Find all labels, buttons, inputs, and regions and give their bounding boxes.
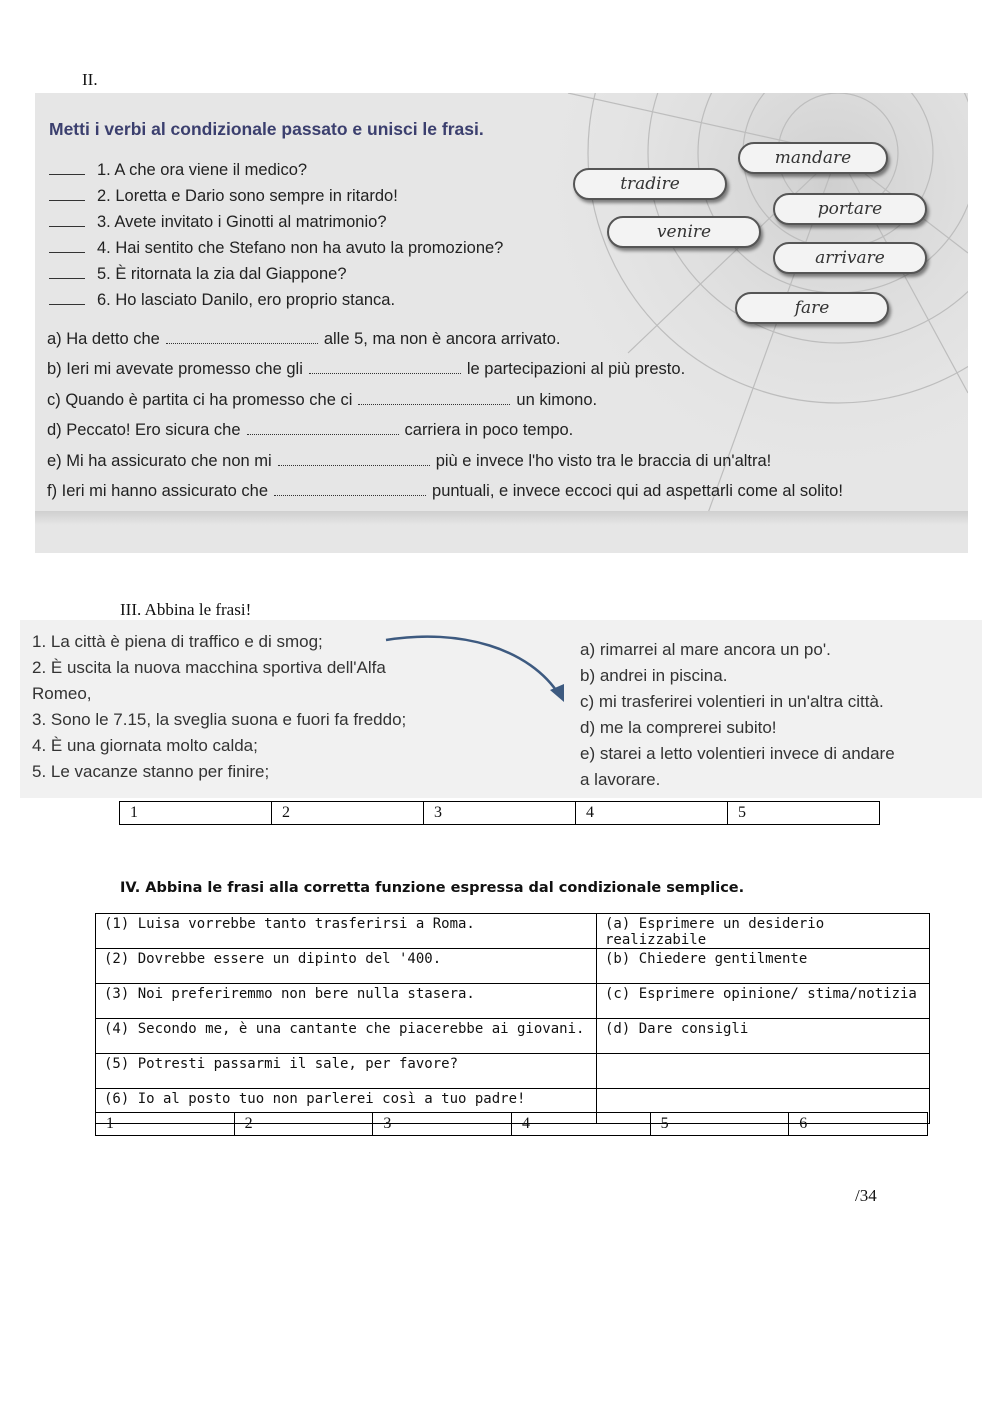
answer-blank[interactable] xyxy=(358,392,510,405)
exercise-4-answer-grid xyxy=(95,1112,928,1136)
sentence-d xyxy=(47,421,573,440)
example-arrow-icon xyxy=(380,630,580,710)
verb-pill-venire: venire xyxy=(607,216,761,248)
section-2-number: II. xyxy=(82,70,98,89)
sentence-cell: (1) Luisa vorrebbe tanto trasferirsi a Roma. xyxy=(96,914,597,949)
section-4-title: IV. Abbina le frasi alla corretta funzione espressa dal condizionale semplice. xyxy=(120,880,745,896)
function-cell: (d) Dare consigli xyxy=(597,1019,930,1054)
table-row xyxy=(96,914,930,949)
sentence-cell: (5) Potresti passarmi il sale, per favore? xyxy=(96,1054,597,1089)
question-5 xyxy=(49,265,347,284)
sentence-start: f) Ieri mi hanno assicurato che xyxy=(47,482,269,500)
answer-blank[interactable] xyxy=(278,453,430,466)
answer-cell[interactable]: 2 xyxy=(234,1113,373,1136)
answer-blank[interactable] xyxy=(49,214,85,227)
answer-cell[interactable]: 4 xyxy=(576,802,728,825)
answer-blank[interactable] xyxy=(49,292,85,305)
answer-blank[interactable] xyxy=(247,422,399,435)
exercise-2-title: Metti i verbi al condizionale passato e unisci le frasi. xyxy=(49,119,484,139)
answer-blank[interactable] xyxy=(49,240,85,253)
question-text: 3. Avete invitato i Ginotti al matrimonio? xyxy=(97,213,387,231)
function-cell xyxy=(597,1054,930,1089)
question-3 xyxy=(49,213,387,232)
phrase-right-b: b) andrei in piscina. xyxy=(580,666,728,685)
answer-blank[interactable] xyxy=(49,266,85,279)
phrase-left-3: 3. Sono le 7.15, la sveglia suona e fuori fa freddo; xyxy=(32,710,407,729)
verb-pill-portare: portare xyxy=(773,193,927,225)
answer-blank[interactable] xyxy=(274,483,426,496)
sentence-e xyxy=(47,452,771,471)
question-text: 6. Ho lasciato Danilo, ero proprio stanca. xyxy=(97,291,396,309)
phrase-left-2: 2. È uscita la nuova macchina sportiva dell'Alfa xyxy=(32,658,386,677)
question-text: 2. Loretta e Dario sono sempre in ritardo! xyxy=(97,187,398,205)
table-row xyxy=(96,1054,930,1089)
total-score: /34 xyxy=(855,1186,877,1205)
answer-cell[interactable]: 1 xyxy=(120,802,272,825)
answer-blank[interactable] xyxy=(49,188,85,201)
sentence-cell: (4) Secondo me, è una cantante che piacerebbe ai giovani. xyxy=(96,1019,597,1054)
sentence-start: d) Peccato! Ero sicura che xyxy=(47,421,241,439)
answer-blank[interactable] xyxy=(309,361,461,374)
question-2 xyxy=(49,187,398,206)
answer-cell[interactable]: 3 xyxy=(373,1113,512,1136)
question-6 xyxy=(49,291,395,310)
answer-cell[interactable]: 5 xyxy=(728,802,880,825)
phrase-left-1: 1. La città è piena di traffico e di smog; xyxy=(32,632,323,651)
sentence-end: puntuali, e invece eccoci qui ad aspettarli come al solito! xyxy=(432,482,843,500)
table-row xyxy=(96,949,930,984)
phrase-right-e: e) starei a letto volentieri invece di andare xyxy=(580,744,895,763)
answer-cell[interactable]: 1 xyxy=(96,1113,235,1136)
answer-cell[interactable]: 5 xyxy=(650,1113,789,1136)
sentence-b xyxy=(47,360,685,379)
question-text: 5. È ritornata la zia dal Giappone? xyxy=(97,265,347,283)
answer-cell[interactable]: 4 xyxy=(511,1113,650,1136)
phrase-left-4: 4. È una giornata molto calda; xyxy=(32,736,258,755)
verb-pill-mandare: mandare xyxy=(738,142,888,174)
sentence-start: a) Ha detto che xyxy=(47,330,160,348)
section-3-title: III. Abbina le frasi! xyxy=(120,600,252,619)
function-cell: (c) Esprimere opinione/ stima/notizia xyxy=(597,984,930,1019)
sentence-cell: (3) Noi preferiremmo non bere nulla stasera. xyxy=(96,984,597,1019)
sentence-cell: (6) Io al posto tuo non parlerei così a tuo padre! xyxy=(96,1089,597,1124)
answer-cell[interactable]: 6 xyxy=(789,1113,928,1136)
function-cell: (b) Chiedere gentilmente xyxy=(597,949,930,984)
sentence-cell: (2) Dovrebbe essere un dipinto del '400. xyxy=(96,949,597,984)
verb-pill-arrivare: arrivare xyxy=(773,242,927,274)
question-4 xyxy=(49,239,503,258)
sentence-f xyxy=(47,482,843,501)
answer-cell[interactable]: 2 xyxy=(272,802,424,825)
exercise-2-panel xyxy=(35,93,968,553)
verb-pill-fare: fare xyxy=(735,292,889,324)
table-row xyxy=(96,1019,930,1054)
phrase-right-d: d) me la comprerei subito! xyxy=(580,718,777,737)
table-row xyxy=(96,984,930,1019)
sentence-end: carriera in poco tempo. xyxy=(404,421,574,439)
exercise-4-table xyxy=(95,913,930,1124)
exercise-3-panel xyxy=(20,620,982,798)
exercise-3-answer-grid xyxy=(119,801,880,825)
sentence-end: le partecipazioni al più presto. xyxy=(466,360,686,378)
sentence-end: un kimono. xyxy=(516,391,598,409)
phrase-left-2-cont: Romeo, xyxy=(32,684,92,703)
answer-blank[interactable] xyxy=(166,331,318,344)
phrase-right-e-cont: a lavorare. xyxy=(580,770,661,789)
panel-divider xyxy=(35,511,968,525)
sentence-a xyxy=(47,330,560,349)
sentence-end: più e invece l'ho visto tra le braccia di un'altra! xyxy=(435,452,772,470)
phrase-left-5: 5. Le vacanze stanno per finire; xyxy=(32,762,270,781)
phrase-right-c: c) mi trasferirei volentieri in un'altra città. xyxy=(580,692,884,711)
sentence-end: alle 5, ma non è ancora arrivato. xyxy=(323,330,561,348)
function-cell: (a) Esprimere un desiderio realizzabile xyxy=(597,914,930,949)
question-text: 4. Hai sentito che Stefano non ha avuto la promozione? xyxy=(97,239,504,257)
answer-cell[interactable]: 3 xyxy=(424,802,576,825)
sentence-start: b) Ieri mi avevate promesso che gli xyxy=(47,360,303,378)
phrase-right-a: a) rimarrei al mare ancora un po'. xyxy=(580,640,831,659)
sentence-start: c) Quando è partita ci ha promesso che ci xyxy=(47,391,353,409)
sentence-start: e) Mi ha assicurato che non mi xyxy=(47,452,272,470)
verb-pill-tradire: tradire xyxy=(573,168,727,200)
sentence-c xyxy=(47,391,597,410)
question-1 xyxy=(49,161,307,180)
answer-blank[interactable] xyxy=(49,162,85,175)
question-text: 1. A che ora viene il medico? xyxy=(97,161,308,179)
